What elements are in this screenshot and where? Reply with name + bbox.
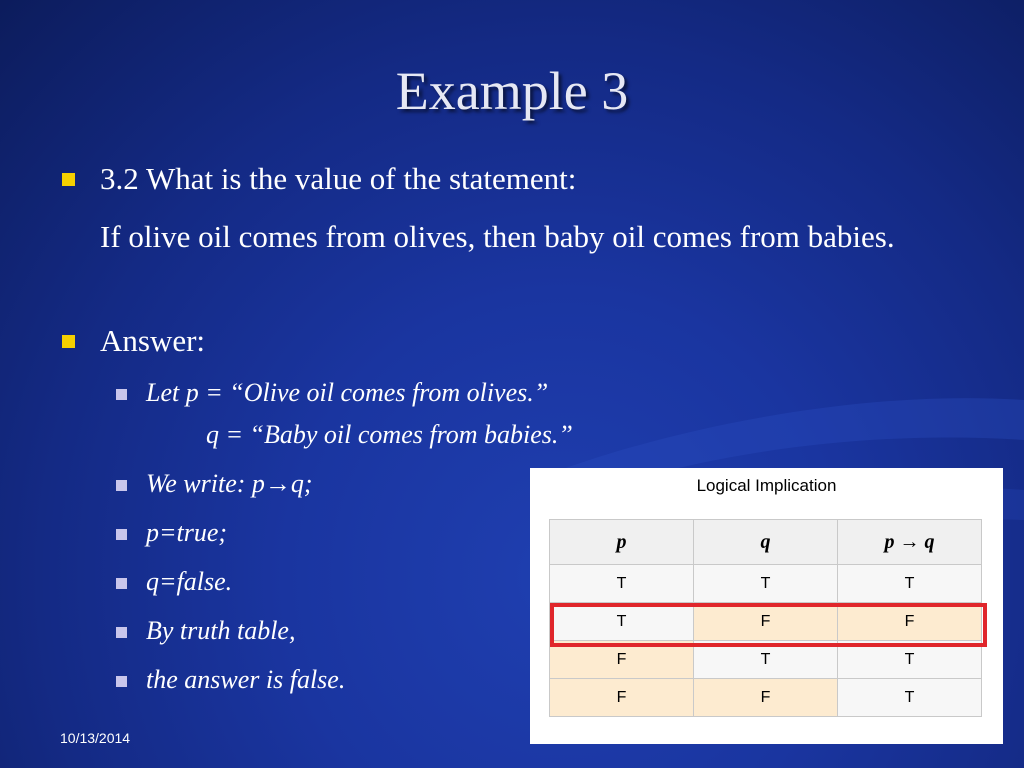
table-cell: F — [550, 679, 694, 717]
by-table-text: By truth table, — [146, 616, 296, 645]
statement-text: If olive oil comes from olives, then baby oil comes from babies. — [100, 219, 895, 254]
p-true-text: p=true; — [146, 518, 228, 547]
question-text: 3.2 What is the value of the statement: — [100, 161, 577, 196]
q-false-text: q=false. — [146, 567, 233, 596]
table-cell: T — [694, 641, 838, 679]
table-cell: T — [550, 603, 694, 641]
table-cell: T — [838, 565, 982, 603]
header-p: p — [550, 520, 694, 565]
table-cell: F — [838, 603, 982, 641]
table-cell: T — [838, 679, 982, 717]
sub-bullet-square-icon — [116, 389, 127, 400]
header-p-implies-q: p → q — [838, 520, 982, 565]
table-cell: T — [550, 565, 694, 603]
answer-label: Answer: — [100, 323, 206, 358]
sub-bullet-square-icon — [116, 578, 127, 589]
truth-table-title: Logical Implication — [696, 476, 837, 495]
table-cell: F — [550, 641, 694, 679]
highlight-row-box — [550, 603, 987, 647]
sub-bullet-square-icon — [116, 676, 127, 687]
sub-bullet-square-icon — [116, 480, 127, 491]
table-cell: F — [694, 679, 838, 717]
let-q-text: q = “Baby oil comes from babies.” — [206, 420, 573, 449]
bullet-square-icon — [62, 173, 75, 186]
we-write-text: We write: p→q; — [146, 469, 313, 498]
let-p-text: Let p = “Olive oil comes from olives.” — [146, 378, 549, 407]
table-row — [550, 565, 982, 603]
bullet-square-icon — [62, 335, 75, 348]
truth-table-header-row — [550, 520, 982, 565]
table-cell: T — [838, 641, 982, 679]
table-row — [550, 679, 982, 717]
answer-text: the answer is false. — [146, 665, 346, 694]
sub-bullet-square-icon — [116, 627, 127, 638]
table-cell: T — [694, 565, 838, 603]
slide-date: 10/13/2014 — [60, 730, 131, 746]
sub-bullet-square-icon — [116, 529, 127, 540]
slide-title: Example 3 — [395, 61, 629, 121]
table-cell: F — [694, 603, 838, 641]
header-q: q — [694, 520, 838, 565]
